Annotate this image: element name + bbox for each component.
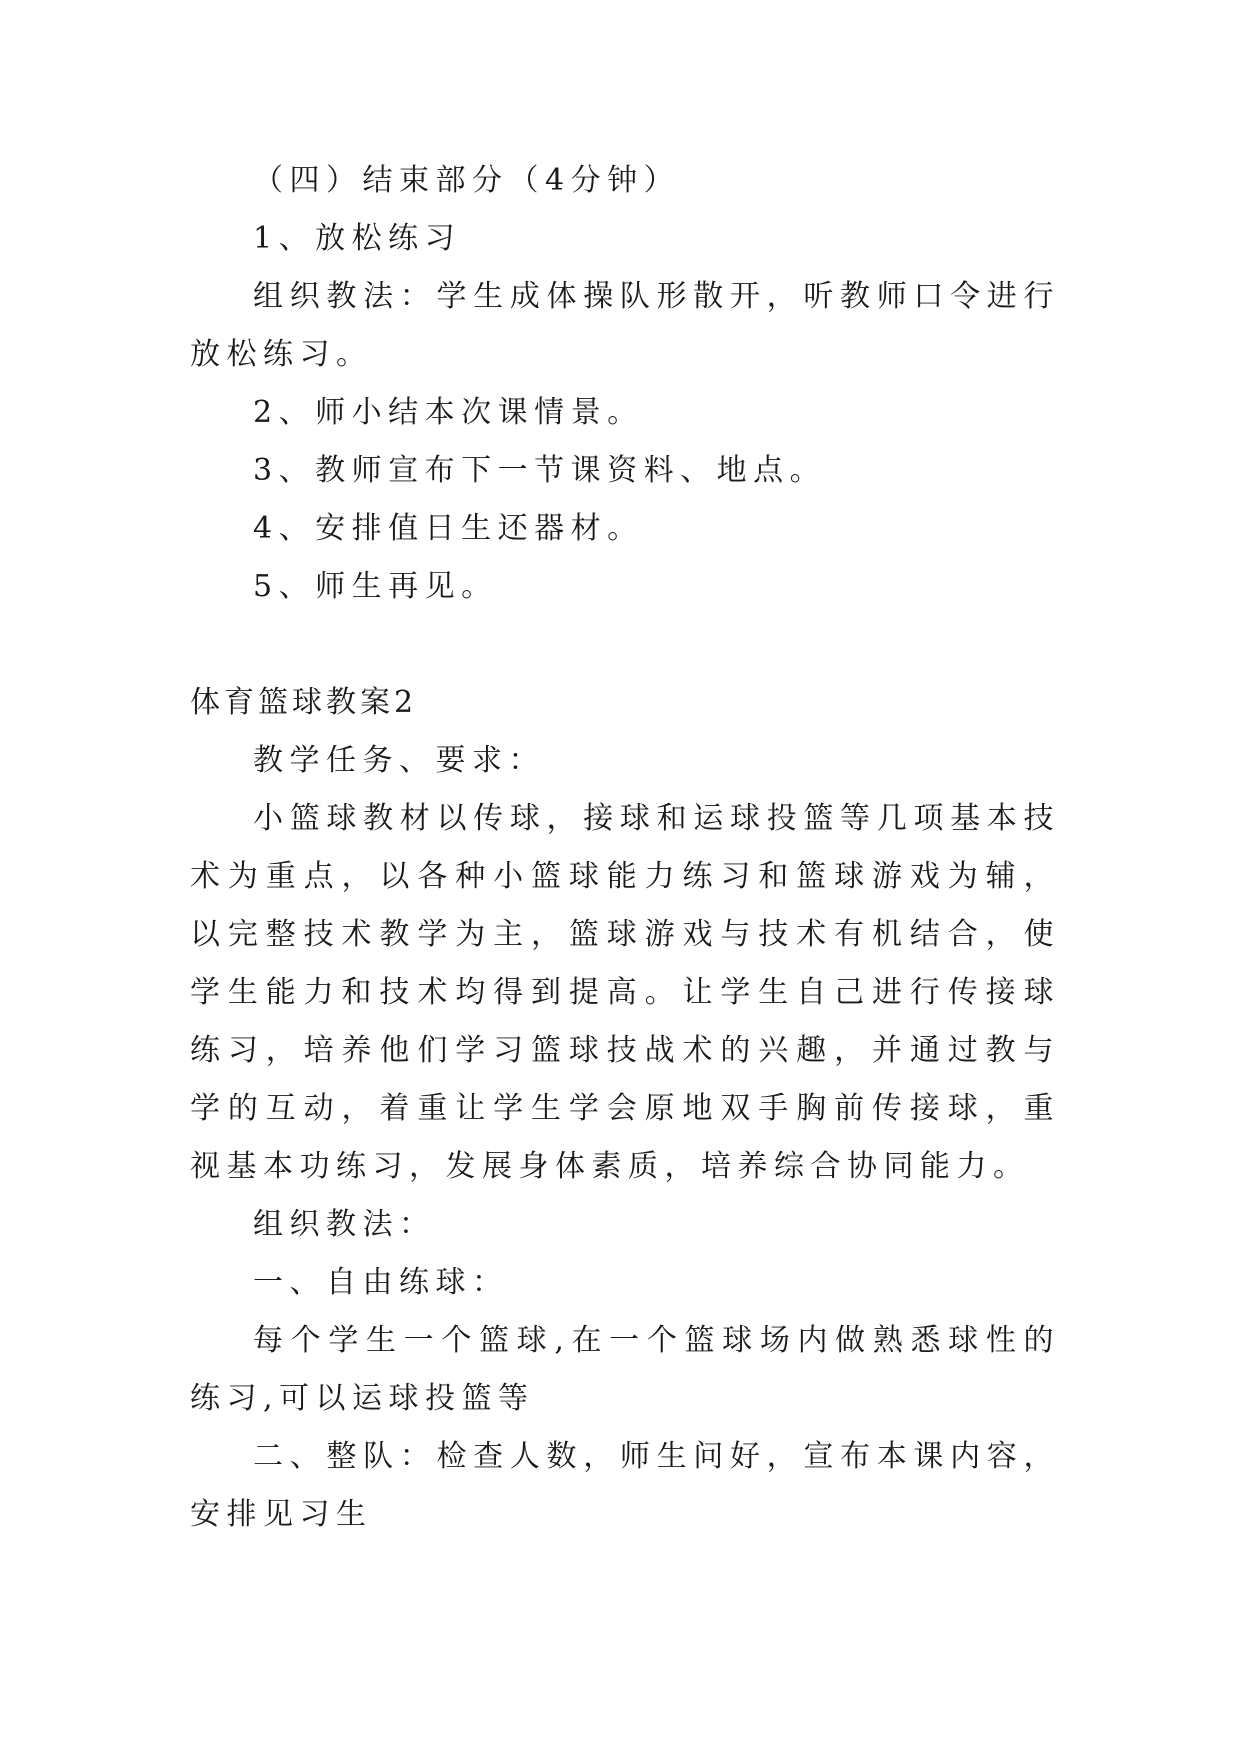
section-spacer <box>190 616 1060 674</box>
free-practice-paragraph: 每个学生一个篮球,在一个篮球场内做熟悉球性的练习,可以运球投篮等 <box>190 1323 1060 1416</box>
task-requirements-heading: 教学任务、要求： <box>253 743 545 778</box>
section-heading: （四）结束部分（4分钟） <box>253 163 681 198</box>
teaching-method-heading: 组织教法： <box>253 1207 436 1242</box>
document-body <box>190 152 1060 1544</box>
lineup-paragraph: 二、整队：检查人数，师生问好，宣布本课内容，安排见习生 <box>190 1439 1060 1532</box>
item-equipment: 4、安排值日生还器材。 <box>253 511 644 546</box>
item-teaching-method: 组织教法：学生成体操队形散开，听教师口令进行放松练习。 <box>190 279 1060 372</box>
item-goodbye: 5、师生再见。 <box>253 569 498 604</box>
item-next-class: 3、教师宣布下一节课资料、地点。 <box>253 453 827 488</box>
item-relax-exercise: 1、放松练习 <box>253 221 462 256</box>
lesson-plan-title: 体育篮球教案2 <box>190 685 418 720</box>
task-description-paragraph: 小篮球教材以传球，接球和运球投篮等几项基本技术为重点，以各种小篮球能力练习和篮球游戏为辅，以完整技术教学为主，篮球游戏与技术有机结合，使学生能力和技术均得到提高。让学生自己进行传接球练习，培养他们学习篮球技战术的兴趣，并通过教与学的互动，着重让学生学会原地双手胸前传接球，重视基本功练习，发展身体素质，培养综合协同能力。 <box>190 801 1060 1184</box>
free-practice-heading: 一、自由练球： <box>253 1265 509 1300</box>
item-summary: 2、师小结本次课情景。 <box>253 395 644 430</box>
